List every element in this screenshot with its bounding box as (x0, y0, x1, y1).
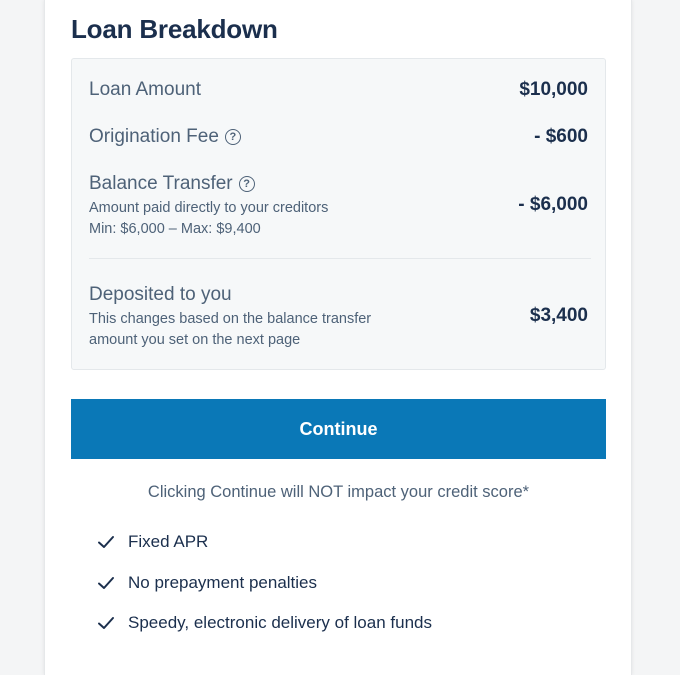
feature-text: Speedy, electronic delivery of loan funds (128, 613, 432, 632)
balance-transfer-range: Min: $6,000 – Max: $9,400 (89, 221, 261, 237)
origination-fee-label-text: Origination Fee (89, 126, 219, 147)
balance-transfer-help-icon[interactable]: ? (239, 176, 255, 192)
check-icon (97, 614, 115, 632)
loan-amount-row (89, 79, 588, 101)
deposited-description-line1: This changes based on the balance transfer (89, 311, 372, 327)
deposited-label (89, 284, 588, 306)
deposited-value: $3,400 (529, 305, 588, 326)
credit-score-notice: Clicking Continue will NOT impact your credit score* (147, 483, 530, 501)
feature-item (97, 573, 432, 593)
origination-fee-label (89, 126, 588, 148)
feature-item (97, 532, 432, 552)
feature-text: Fixed APR (128, 532, 209, 551)
check-icon (97, 574, 115, 592)
balance-transfer-value: - $6,000 (518, 194, 588, 215)
loan-breakdown-card (44, 0, 632, 675)
breakdown-panel (71, 58, 606, 370)
deposited-description-line2: amount you set on the next page (89, 332, 301, 348)
balance-transfer-row (89, 173, 588, 240)
breakdown-divider (89, 258, 591, 259)
feature-text: No prepayment penalties (128, 572, 318, 592)
balance-transfer-description: Amount paid directly to your creditors (89, 200, 329, 216)
check-icon (97, 533, 115, 551)
loan-amount-label (89, 79, 588, 101)
feature-item (97, 613, 432, 633)
origination-fee-value: - $600 (534, 126, 588, 147)
loan-amount-label-text: Loan Amount (89, 79, 201, 100)
balance-transfer-label-text: Balance Transfer (89, 173, 233, 194)
feature-list (97, 532, 432, 654)
deposited-row (89, 284, 588, 351)
page-title: Loan Breakdown (71, 14, 278, 44)
balance-transfer-label (89, 173, 588, 195)
origination-fee-row (89, 126, 588, 148)
origination-fee-help-icon[interactable]: ? (225, 129, 241, 145)
loan-amount-value: $10,000 (519, 79, 588, 100)
continue-button[interactable]: Continue (71, 399, 606, 459)
deposited-label-text: Deposited to you (89, 284, 232, 305)
